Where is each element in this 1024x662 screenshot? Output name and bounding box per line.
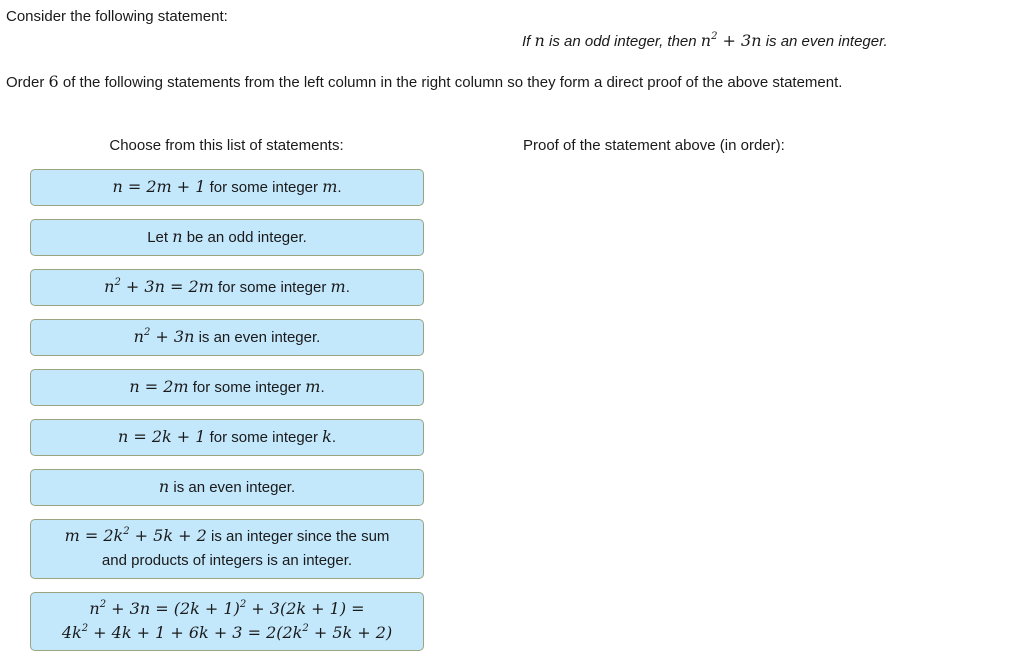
math-rest: + 3n = 2m [120,277,214,296]
card-var: m [305,377,321,396]
card-line-2 [41,621,413,645]
math-b: + 5k + 2 [129,526,207,545]
card-var: m [330,277,346,296]
intro-text: Consider the following statement: [6,8,228,25]
card-end: . [320,379,325,396]
card-text: is an even integer. [169,479,296,496]
proof-list-header: Proof of the statement above (in order): [523,137,785,154]
card-math [104,277,214,296]
instruction-after: of the following statements from the left column in the right column so they form a direct proof of the above statement. [58,74,843,91]
expr-rest: + 3n [717,31,762,50]
math-exponent: 2 [114,277,121,288]
card-var: k [322,427,332,446]
statement-var-n: n [534,31,545,50]
expr-base: n [700,31,712,50]
statement-card[interactable] [30,592,424,651]
source-list-header: Choose from this list of statements: [109,137,344,154]
statement-to-prove [522,31,888,50]
statement-suffix: is an even integer. [761,33,888,50]
source-statement-list [30,169,424,662]
card-math [65,526,207,545]
statement-card[interactable] [30,419,424,456]
card-math [134,327,195,346]
card-math: n [172,227,183,246]
math-base: n [133,327,144,346]
math-part: 4k [61,623,82,642]
math-exponent: 2 [143,327,151,338]
card-var: m [322,177,338,196]
statement-card[interactable] [30,369,424,406]
statement-card[interactable] [30,469,424,506]
statement-card[interactable] [30,169,424,206]
card-math: n = 2k + 1 [117,427,206,446]
math-part: + 4k + 1 + 6k + 3 = 2(2k [88,623,303,642]
math-exponent: 2 [239,599,247,610]
card-line-1 [41,524,413,549]
statement-card[interactable] [30,519,424,579]
math-part: + 3(2k + 1) = [246,599,365,618]
math-part: + 5k + 2) [308,623,393,642]
instruction-before: Order [6,74,49,91]
statement-mid: is an odd integer, then [544,33,701,50]
card-math: n = 2m + 1 [112,177,206,196]
math-a: m = 2k [64,526,124,545]
statement-card[interactable] [30,219,424,256]
card-math: n = 2m [129,377,189,396]
card-text: for some integer [205,429,323,446]
math-part: n [89,599,100,618]
card-text: for some integer [205,179,323,196]
card-pre: Let [147,229,173,246]
card-end: . [331,429,337,446]
card-text: be an odd integer. [182,229,307,246]
card-math: n [158,477,170,496]
card-line-1 [41,597,413,621]
card-end: . [345,279,350,296]
card-text: for some integer [188,379,306,396]
card-text: for some integer [213,279,331,296]
math-base: n [104,277,115,296]
instruction-count: 6 [48,72,59,91]
math-exponent: 2 [99,599,107,610]
statement-card[interactable] [30,269,424,306]
card-end: . [337,179,342,196]
statement-expression [701,31,762,50]
math-exponent: 2 [302,623,309,634]
math-rest: + 3n [150,327,195,346]
math-exponent: 2 [123,526,130,537]
card-text: is an integer since the sum [206,528,390,545]
statement-prefix: If [522,33,535,50]
math-exponent: 2 [81,623,89,634]
card-line-2: and products of integers is an integer. [101,552,353,569]
expr-exponent: 2 [711,31,718,42]
math-part: + 3n = (2k + 1) [106,599,240,618]
statement-card[interactable] [30,319,424,356]
proof-drop-zone[interactable] [515,165,1005,645]
card-text: is an even integer. [194,329,321,346]
instruction-text [6,72,842,91]
